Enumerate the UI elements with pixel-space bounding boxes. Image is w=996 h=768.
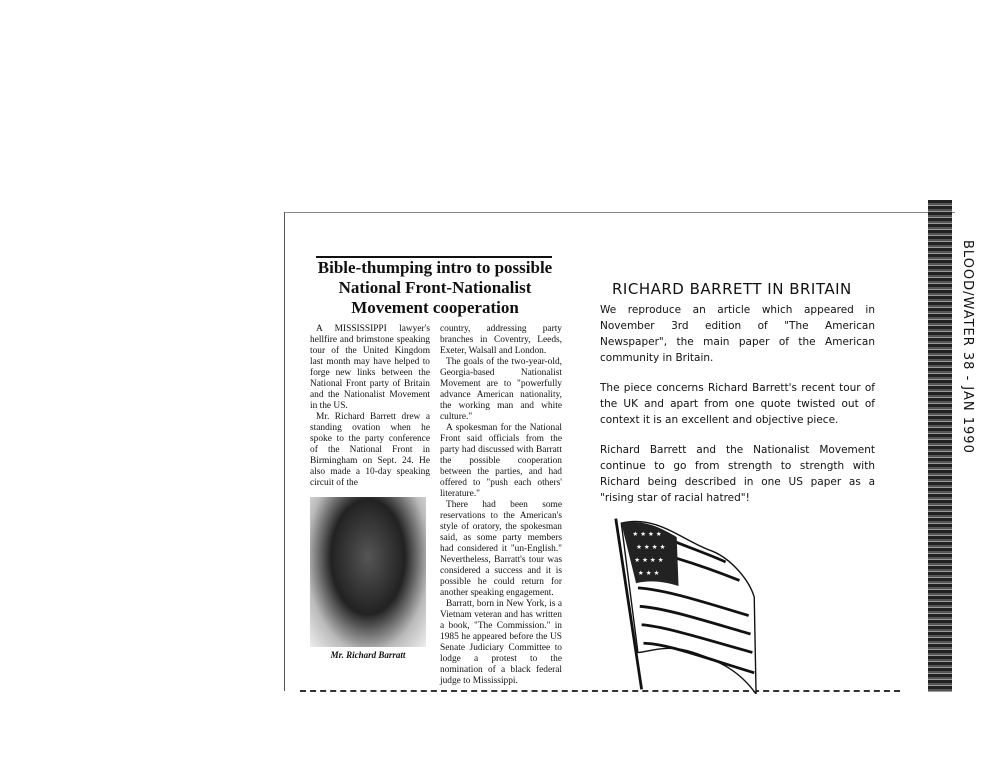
svg-text:★ ★ ★ ★: ★ ★ ★ ★ [632,530,662,539]
svg-text:★ ★ ★ ★: ★ ★ ★ ★ [636,543,666,552]
commentary-paragraph: The piece concerns Richard Barrett's recent tour of the UK and apart from one quote twisted out of context it is an excellent and objective piece. [600,382,875,426]
portrait-photo [310,497,426,647]
photo-caption: Mr. Richard Barratt [330,650,406,660]
commentary-paragraph: Richard Barrett and the Nationalist Movement continue to go from strength to strength with Richard being described in one US paper as a "rising star of racial hatred"! [600,444,875,504]
scan-edge [928,200,952,692]
paragraph: A spokesman for the National Front said officials from the party had discussed with Barratt the possible cooperation between the parties, and had offered to "push each others' literature." [440,423,562,499]
article-column-1 [310,324,430,489]
paragraph: The goals of the two-year-old, Georgia-based Nationalist Movement are to "powerfully advance American nationality, the working man and white culture." [440,357,562,422]
us-flag-icon [604,514,766,694]
paragraph: Mr. Richard Barrett drew a standing ovation when he spoke to the party conference of the National Front in Birmingham on Sept. 24. He also made a 10-day speaking circuit of the [310,412,430,488]
article-headline: Bible-thumping intro to possible National Front-Nationalist Movement cooperation [317,258,553,317]
commentary [600,280,875,694]
paragraph: There had been some reservations to the American's style of oratory, the spokesman said, as some party members had considered it "un-English." Nevertheless, Barratt's tour was considered a success and it is possible he could return for another speaking engagement. [440,500,562,598]
svg-text:★ ★ ★: ★ ★ ★ [637,568,660,577]
paragraph: Barratt, born in New York, is a Vietnam veteran and has written a book, "The Commission." in 1985 he appeared before the US Senate Judiciary Committee to lodge a protest to the nomination of a black federal judge to Mississippi. [440,599,562,686]
commentary-title: RICHARD BARRETT IN BRITAIN [612,280,852,298]
article-left-column [310,324,432,661]
handwritten-note: BLOOD/WATER 38 - JAN 1990 [960,240,975,454]
svg-text:★ ★ ★ ★: ★ ★ ★ ★ [634,556,664,564]
article-column-2 [440,324,562,687]
paragraph: A MISSISSIPPI lawyer's hellfire and brimstone speaking tour of the United Kingdom last month may have helped to forge new links between the National Front party of Britain and the Nationalist Movement in the US. [310,324,430,411]
commentary-paragraph: We reproduce an article which appeared in November 3rd edition of "The American Newspaper", the main paper of the American community in Britain. [600,304,875,364]
paragraph: country, addressing party branches in Coventry, Leeds, Exeter, Walsall and London. [440,324,562,356]
